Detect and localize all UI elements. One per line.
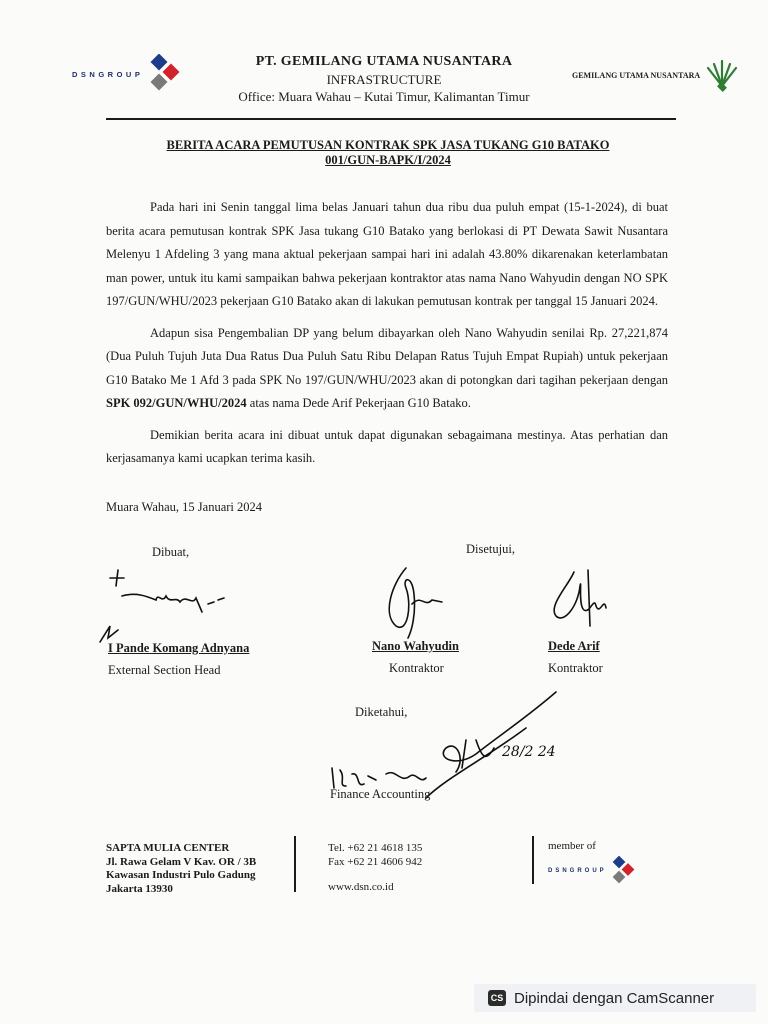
gun-logo-text: GEMILANG UTAMA NUSANTARA xyxy=(572,70,701,80)
footer-divider-1 xyxy=(294,836,296,892)
company-header xyxy=(200,54,568,105)
footer-divider-2 xyxy=(532,836,534,884)
dsn-group-logo xyxy=(72,54,183,94)
signature-2 xyxy=(372,564,452,644)
company-office: Office: Muara Wahau – Kutai Timur, Kalimantan Timur xyxy=(238,89,530,104)
footer-address-line-1: SAPTA MULIA CENTER xyxy=(106,842,230,854)
gun-logo xyxy=(572,58,742,92)
footer-address xyxy=(106,842,256,896)
title-line-2: 001/GUN-BAPK/I/2024 xyxy=(325,153,451,167)
acknowledged-by-label: Diketahui, xyxy=(355,705,408,719)
dsn-logo-text: DSNGROUP xyxy=(72,69,144,79)
signer-3-role: Kontraktor xyxy=(548,661,603,675)
footer-address-line-3: Kawasan Industri Pulo Gadung xyxy=(106,869,256,881)
dsn-diamond-icon xyxy=(143,54,183,94)
paragraph-2-text-a: Adapun sisa Pengembalian DP yang belum dibayarkan oleh Nano Wahyudin senilai Rp. 27,221,874 (Dua Puluh Tujuh Juta Dua Ratus Dua Puluh Satu Ribu Delapan Ratus Tujuh Empat Rupiah) untuk pekerjaan G10 Batako Me 1 Afd 3 pada SPK No 197/GUN/WHU/2023 akan di potongkan dari tagihan pekerjaan dengan xyxy=(106,325,668,387)
footer-fax: Fax +62 21 4606 942 xyxy=(328,855,423,868)
signer-1-name: I Pande Komang Adnyana xyxy=(108,641,250,655)
footer-contact xyxy=(328,842,422,895)
company-division: INFRASTRUCTURE xyxy=(326,72,442,87)
paragraph-2-spk-bold: SPK 092/GUN/WHU/2024 xyxy=(106,396,247,410)
signer-4-role: Finance Accounting xyxy=(330,787,431,801)
approved-by-label: Disetujui, xyxy=(466,542,515,556)
camscanner-watermark xyxy=(474,984,756,1012)
dsn-diamond-icon xyxy=(607,856,637,886)
footer-address-line-4: Jakarta 13930 xyxy=(106,882,173,895)
document-title xyxy=(100,138,676,168)
paragraph-1: Pada hari ini Senin tanggal lima belas Januari tahun dua ribu dua puluh empat (15-1-2024), di buat berita acara pemutusan kontrak SPK Jasa tukang G10 Batako yang berlokasi di PT Dewata Sawit Nusantara Melenyu 1 Afdeling 3 yang mana aktual pekerjaan sampai hari ini adalah 43.80% dikarenakan keterlambatan man power, untuk itu kami sampaikan bahwa pekerjaan kontraktor atas nama Nano Wahyudin dengan NO SPK 197/GUN/WHU/2023 pekerjaan G10 Batako akan di lakukan pemutusan kontrak per tanggal 15 Januari 2024. xyxy=(106,200,668,308)
signature-1 xyxy=(96,566,246,650)
signer-1-role: External Section Head xyxy=(108,663,221,677)
footer-website: www.dsn.co.id xyxy=(328,881,394,893)
handwritten-date: 28/2 24 xyxy=(502,744,556,760)
camscanner-icon: CS xyxy=(488,990,506,1006)
header-divider xyxy=(106,118,676,120)
camscanner-text: Dipindai dengan CamScanner xyxy=(514,989,715,1007)
paragraph-2 xyxy=(106,322,668,416)
place-date: Muara Wahau, 15 Januari 2024 xyxy=(106,500,263,514)
paragraph-2-text-b: atas nama Dede Arif Pekerjaan G10 Batako. xyxy=(246,396,471,410)
company-name: PT. GEMILANG UTAMA NUSANTARA xyxy=(255,54,513,69)
signer-3-name: Dede Arif xyxy=(548,639,600,653)
palm-leaf-icon xyxy=(702,58,742,92)
footer-member xyxy=(548,840,637,886)
footer-member-label: member of xyxy=(548,840,596,852)
footer-tel: Tel. +62 21 4618 135 xyxy=(328,842,423,854)
title-line-1: BERITA ACARA PEMUTUSAN KONTRAK SPK JASA TUKANG G10 BATAKO xyxy=(166,138,610,152)
footer-dsn-logo-text: DSNGROUP xyxy=(548,868,607,874)
signer-2-role: Kontraktor xyxy=(389,661,444,675)
document-body xyxy=(106,196,668,479)
signer-2-name: Nano Wahyudin xyxy=(372,639,459,653)
paragraph-3: Demikian berita acara ini dibuat untuk dapat digunakan sebagaimana mestinya. Atas perhatian dan kerjasamanya kami ucapkan terima kasih. xyxy=(106,427,668,465)
made-by-label: Dibuat, xyxy=(152,545,190,559)
signature-3 xyxy=(544,566,624,636)
footer-dsn-logo xyxy=(548,856,637,886)
footer-address-line-2: Jl. Rawa Gelam V Kav. OR / 3B xyxy=(106,855,257,868)
